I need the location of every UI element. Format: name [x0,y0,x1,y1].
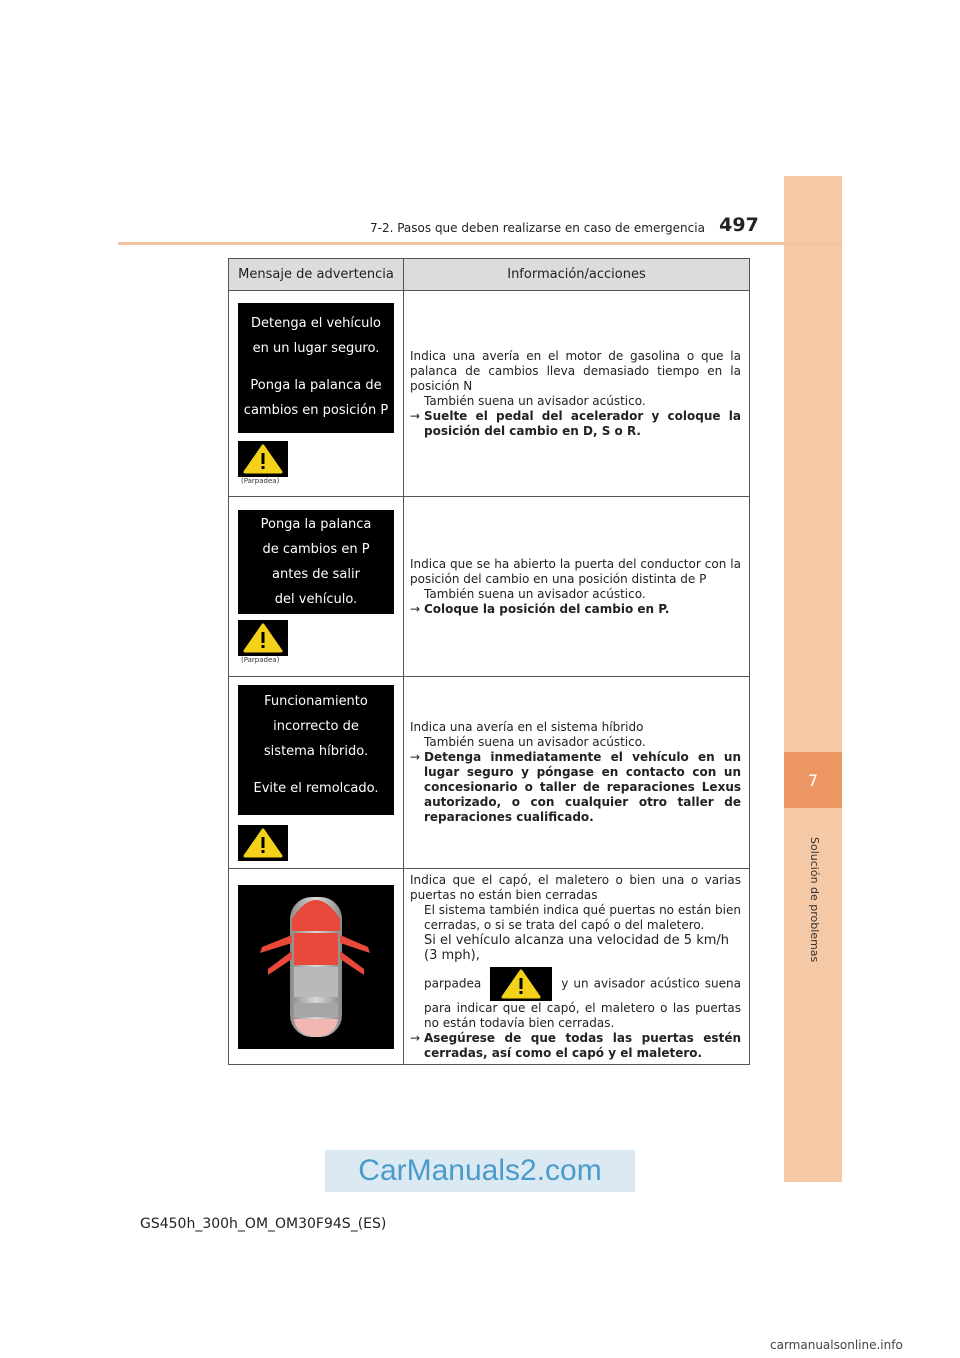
info-note: También suena un avisador acústico. [424,393,646,408]
side-tab-strip [784,176,842,1182]
info-note: También suena un avisador acústico. [424,735,646,749]
screen-line: en un lugar seguro. [252,340,380,356]
table-header-row [229,259,750,291]
warning-triangle-icon [238,620,288,656]
header-divider [118,242,842,245]
action-label: Coloque la posición del cambio en P. [424,601,670,616]
chapter-title: Solución de problemas [808,837,821,963]
info-text: Indica una avería en el sistema híbrido [410,720,644,734]
warning-message-cell [229,497,404,677]
screen-line: Evite el remolcado. [253,780,379,796]
table-row [229,869,750,1065]
info-text: Indica que se ha abierto la puerta del conductor con la posición del cambio en una posición distinta de P [410,556,741,586]
model-code: GS450h_300h_OM_OM30F94S_(ES) [140,1216,387,1232]
screen-line: de cambios en P [262,541,370,557]
blink-note: (Parpadea) [241,655,280,664]
action-text [410,602,741,617]
screen-line: del vehículo. [274,591,358,607]
action-label: Detenga inmediatamente el vehículo en un lugar seguro y póngase en contacto con un concesionario o taller de reparaciones Lexus autorizado, o con cualquier otro taller de reparaciones cualificado. [424,750,741,824]
info-note: También suena un avisador acústico. [424,586,646,601]
info-note: El sistema también indica qué puertas no están bien cerradas, o si se trata del capó o del maletero. [424,902,741,932]
arrow-icon: → [410,408,421,423]
warning-triangle-icon [238,441,288,477]
info-note-text: y un avisador acústico suena para indicar que el capó, el maletero o las puertas no están todavía bien cerradas. [424,976,741,1030]
info-cell [404,497,750,677]
warning-message-cell [229,869,404,1065]
column-header-message: Mensaje de advertencia [229,259,404,291]
credit-text[interactable]: carmanualsonline.info [770,1338,903,1352]
warning-table [228,258,750,1065]
arrow-icon: → [410,750,421,764]
info-cell [404,869,750,1065]
screen-line: Detenga el vehículo [251,315,381,331]
screen-line: incorrecto de [273,718,359,734]
table-row [229,677,750,869]
chapter-number-tab: 7 [784,752,842,808]
screen-line: Ponga la palanca de [250,377,382,393]
screen-line: cambios en posición P [243,402,389,418]
screen-line: antes de salir [272,566,360,582]
action-label: Suelte el pedal del acelerador y coloque la posición del cambio en D, S o R. [424,408,741,438]
warning-message-cell [229,677,404,869]
info-text: Indica una avería en el motor de gasolina o que la palanca de cambios lleva demasiado tiempo en la posición N [410,348,741,393]
display-screen [238,685,394,815]
column-header-info: Información/acciones [404,259,750,291]
screen-line: Funcionamiento [264,693,368,709]
warning-triangle-icon [238,825,288,861]
action-text [410,409,741,439]
blink-note: (Parpadea) [241,476,280,485]
screen-line: Ponga la palanca [260,516,372,532]
screen-line: sistema híbrido. [263,743,369,759]
warning-message-cell [229,291,404,497]
watermark[interactable]: CarManuals2.com [325,1150,635,1192]
section-title: 7-2. Pasos que deben realizarse en caso de emergencia [370,221,705,235]
display-screen [238,510,394,614]
car-top-view-icon [238,885,394,1049]
info-cell [404,291,750,497]
action-text [410,750,741,825]
table-row [229,291,750,497]
action-label: Asegúrese de que todas las puertas estén cerradas, así como el capó y el maletero. [424,1030,741,1060]
info-note: Si el vehículo alcanza una velocidad de 5 km/h (3 mph), [424,932,730,963]
arrow-icon: → [410,601,421,616]
arrow-icon: → [410,1030,421,1045]
info-note-text: parpadea [424,976,482,990]
info-note [410,967,741,1031]
page-number: 497 [719,214,759,236]
display-screen [238,303,394,433]
warning-triangle-icon [490,967,552,1001]
action-text [410,1031,741,1061]
info-text: Indica que el capó, el maletero o bien una o varias puertas no están bien cerradas [410,872,741,902]
table-row [229,497,750,677]
info-cell [404,677,750,869]
